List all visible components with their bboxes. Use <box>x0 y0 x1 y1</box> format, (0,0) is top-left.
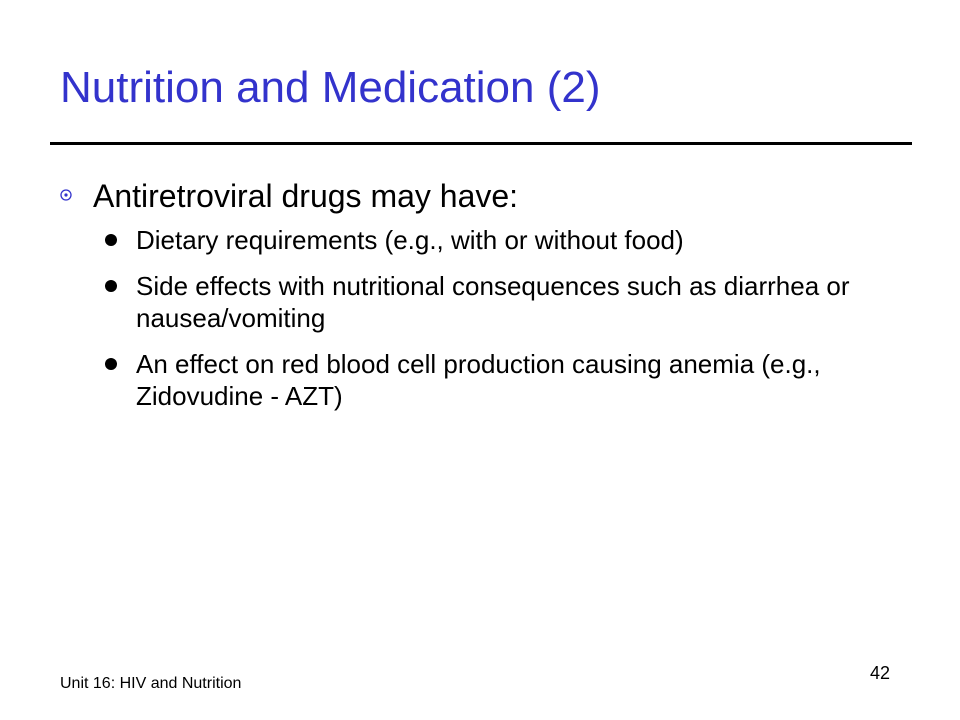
title-divider <box>50 142 912 145</box>
filled-circle-icon <box>105 234 117 246</box>
main-bullet-text: Antiretroviral drugs may have: <box>93 178 519 214</box>
filled-circle-icon <box>105 280 117 292</box>
bullet-dot <box>64 193 67 196</box>
sub-bullet-text: Side effects with nutritional consequences such as diarrhea or nausea/vomiting <box>136 271 850 333</box>
footer-text: Unit 16: HIV and Nutrition <box>60 675 242 692</box>
sub-bullet-item <box>105 224 866 256</box>
sub-bullet-item <box>105 348 866 412</box>
circled-dot-icon <box>60 189 72 201</box>
sub-bullet-item <box>105 270 866 334</box>
main-bullet-item <box>60 174 920 218</box>
sub-bullet-text: An effect on red blood cell production causing anemia (e.g., Zidovudine - AZT) <box>136 349 821 411</box>
page-number: 42 <box>869 663 890 683</box>
filled-circle-icon <box>105 358 117 370</box>
sub-bullet-list <box>60 224 920 412</box>
slide-content <box>60 174 920 426</box>
slide-title: Nutrition and Medication (2) <box>60 63 601 112</box>
sub-bullet-text: Dietary requirements (e.g., with or without food) <box>136 225 684 255</box>
